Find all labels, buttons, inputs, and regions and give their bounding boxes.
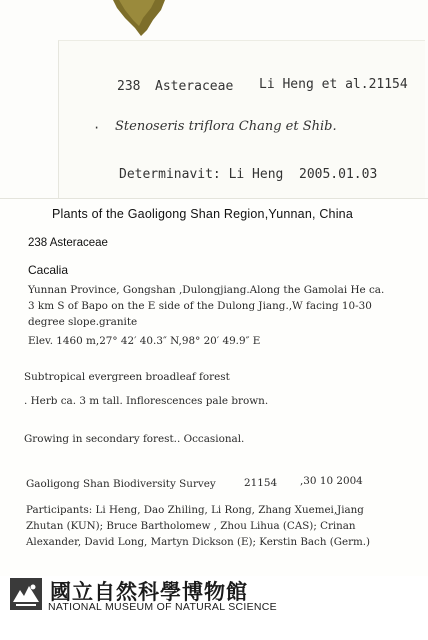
label-survey-date: ,30 10 2004 [300,475,363,487]
label-habitat: Subtropical evergreen broadleaf forest [24,371,230,383]
museum-logo-icon [10,578,42,610]
label-locality-3: degree slope.granite [28,316,138,328]
det-date: 2005.01.03 [299,167,378,182]
label-participants-1: Participants: Li Heng, Dao Zhiling, Li Rong, Zhang Xuemei,Jiang [26,504,364,516]
determination-label [58,40,425,199]
plant-specimen-fragment [95,0,195,40]
det-number: 238 [117,79,141,94]
label-locality-1: Yunnan Province, Gongshan ,Dulongjiang.Along the Gamolai He ca. [28,284,385,296]
label-title: Plants of the Gaoligong Shan Region,Yunnan, China [52,207,353,221]
label-locality-2: 3 km S of Bapo on the E side of the Dulong Jiang.,W facing 10-30 [28,300,372,312]
det-determinavit: Determinavit: Li Heng [119,167,284,182]
label-survey: Gaoligong Shan Biodiversity Survey [26,478,216,490]
label-survey-number: 21154 [244,477,278,489]
label-description: . Herb ca. 3 m tall. Inflorescences pale brown. [24,395,269,407]
label-family: 238 Asteraceae [28,237,108,249]
label-participants-3: Alexander, David Long, Martyn Dickson (E); Kerstin Bach (Germ.) [26,536,371,548]
specimen-label [0,198,428,577]
det-family: Asteraceae [155,79,234,94]
label-elevation: Elev. 1460 m,27° 42′ 40.3″ N,98° 20′ 49.9″ E [28,335,261,347]
det-taxon: Stenoseris triflora Chang et Shib. [115,119,337,134]
label-genus: Cacalia [28,263,69,277]
museum-name-english: NATIONAL MUSEUM OF NATURAL SCIENCE [48,601,277,613]
det-collector-number: Li Heng et al.21154 [259,77,408,92]
label-participants-2: Zhutan (KUN); Bruce Bartholomew , Zhou Lihua (CAS); Crinan [26,520,356,532]
museum-name-chinese: 國立自然科學博物館 [50,580,248,604]
det-bullet: · [93,121,101,135]
label-frequency: Growing in secondary forest.. Occasional. [24,433,245,445]
